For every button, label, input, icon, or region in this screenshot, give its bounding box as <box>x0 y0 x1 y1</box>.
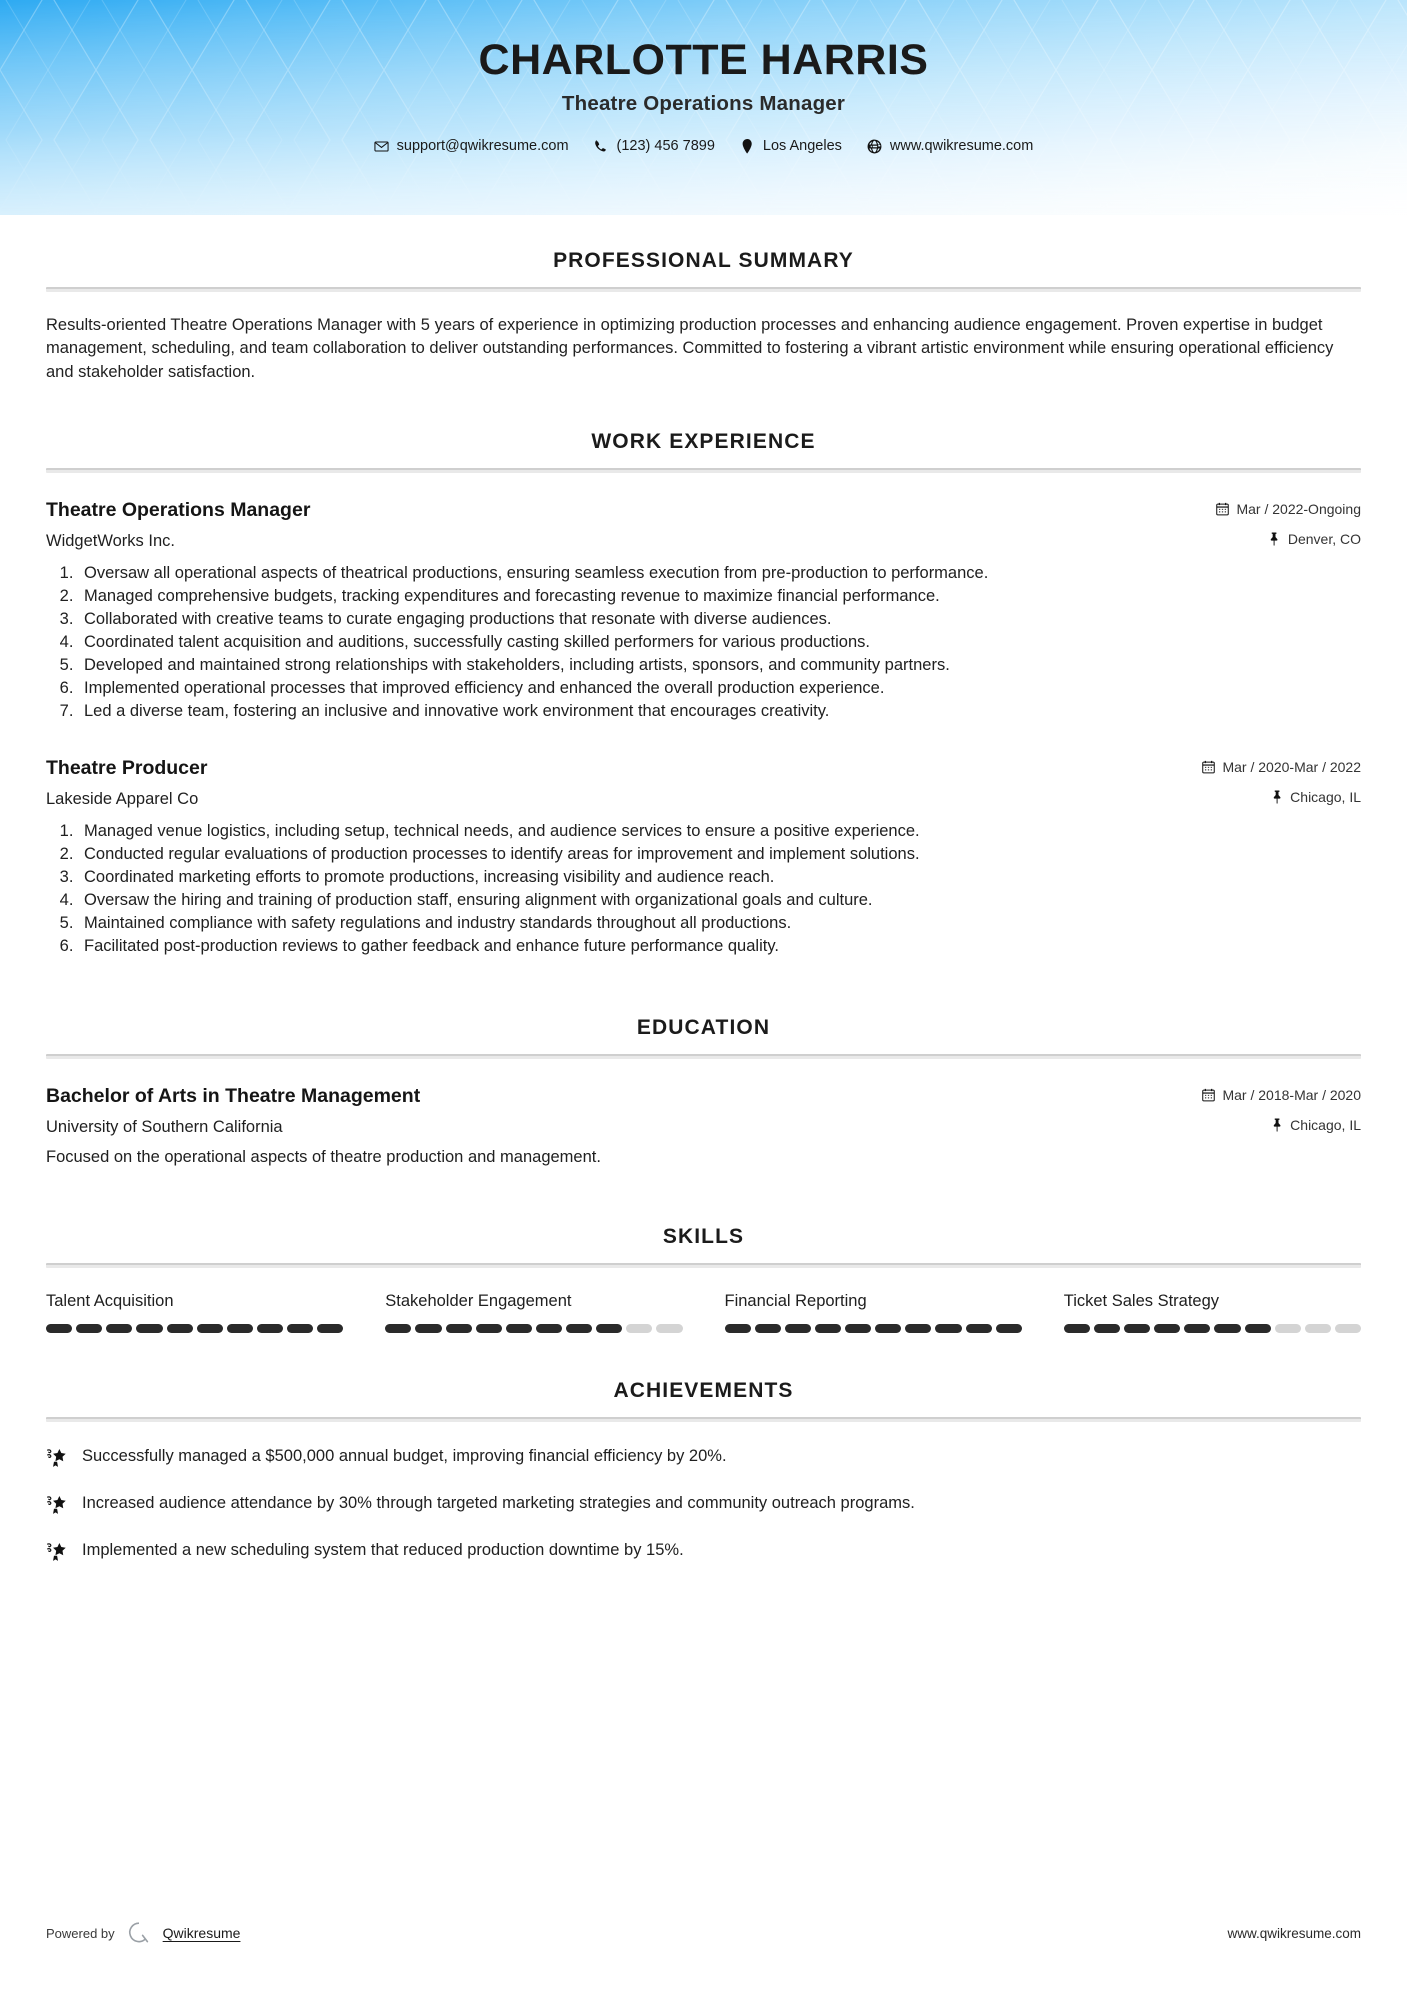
work-dates <box>1216 501 1361 517</box>
work-role: Theatre Operations Manager <box>46 499 311 522</box>
skill-label: Financial Reporting <box>724 1292 867 1311</box>
skill-segment <box>785 1324 811 1333</box>
list-item: 2. Conducted regular evaluations of production processes to identify areas for improvement and implement solutions. <box>78 844 1361 866</box>
star-badge-icon <box>46 1494 68 1516</box>
skill-segment <box>566 1324 592 1333</box>
achievement-item <box>46 1446 1361 1469</box>
skill-segment <box>476 1324 502 1333</box>
header-job-title: Theatre Operations Manager <box>561 92 846 116</box>
work-location-text: Denver, CO <box>1287 531 1361 548</box>
skill-segment <box>845 1324 871 1333</box>
work-location <box>1270 789 1361 805</box>
calendar-icon <box>1202 760 1215 774</box>
work-entry-subheader <box>46 789 1361 809</box>
list-item: 3. Collaborated with creative teams to curate engaging productions that resonate with diverse audiences. <box>78 609 1361 631</box>
education-entry-subheader <box>46 1117 1361 1137</box>
resume-header <box>0 0 1407 215</box>
list-item: 1. Managed venue logistics, including setup, technical needs, and audience services to ensure a positive experience. <box>78 821 1361 843</box>
contact-location <box>732 138 850 154</box>
calendar-icon <box>1216 502 1229 516</box>
qwikresume-link[interactable]: Qwikresume <box>162 1925 241 1941</box>
section-divider <box>46 468 1361 473</box>
list-item: 6. Implemented operational processes that improved efficiency and enhanced the overall production experience. <box>78 678 1361 700</box>
education-note: Focused on the operational aspects of theatre production and management. <box>46 1148 601 1167</box>
education-dates-text: Mar / 2018-Mar / 2020 <box>1222 1087 1361 1104</box>
spacer <box>46 1167 1361 1225</box>
skill-item <box>1064 1292 1361 1333</box>
work-role: Theatre Producer <box>46 756 208 779</box>
skill-item <box>46 1292 343 1333</box>
skill-segment <box>287 1324 313 1333</box>
work-entry-header <box>46 757 1361 780</box>
footer-url: www.qwikresume.com <box>1227 1925 1361 1941</box>
list-item: 4. Coordinated talent acquisition and auditions, successfully casting skilled performers for various productions. <box>78 632 1361 654</box>
section-divider <box>46 1417 1361 1422</box>
skill-segment <box>1094 1324 1120 1333</box>
skill-label: Ticket Sales Strategy <box>1063 1292 1220 1311</box>
skill-segment <box>1124 1324 1150 1333</box>
contact-email[interactable] <box>366 138 577 154</box>
skill-segment <box>935 1324 961 1333</box>
qwikresume-logo-icon <box>126 1920 152 1946</box>
education-entry <box>46 1085 1361 1167</box>
skill-item <box>725 1292 1022 1333</box>
section-work-experience <box>46 430 1361 957</box>
skill-segment <box>656 1324 682 1333</box>
skill-segment <box>596 1324 622 1333</box>
achievement-text: Implemented a new scheduling system that reduced production downtime by 15%. <box>82 1541 684 1560</box>
section-divider <box>46 287 1361 292</box>
skill-segment <box>875 1324 901 1333</box>
list-item: 5. Developed and maintained strong relationships with stakeholders, including artists, sponsors, and community partners. <box>78 655 1361 677</box>
page-footer <box>0 1920 1407 1946</box>
skill-segment <box>197 1324 223 1333</box>
list-item: 2. Managed comprehensive budgets, tracking expenditures and forecasting revenue to maximize financial performance. <box>78 586 1361 608</box>
skill-segment <box>415 1324 441 1333</box>
work-location-text: Chicago, IL <box>1290 788 1361 805</box>
envelope-icon <box>374 139 389 154</box>
skill-segment <box>257 1324 283 1333</box>
skills-grid <box>46 1292 1361 1333</box>
skill-segment <box>536 1324 562 1333</box>
pushpin-icon <box>1270 790 1283 804</box>
skill-segment <box>317 1324 343 1333</box>
skill-segment <box>446 1324 472 1333</box>
work-location <box>1268 531 1361 547</box>
skill-segment <box>815 1324 841 1333</box>
star-badge-icon <box>46 1447 68 1469</box>
section-education <box>46 1016 1361 1167</box>
skill-segment <box>725 1324 751 1333</box>
list-item: 5. Maintained compliance with safety regulations and industry standards throughout all productions. <box>78 913 1361 935</box>
summary-paragraph: Results-oriented Theatre Operations Manager with 5 years of experience in optimizing production processes and enhancing audience engagement. Proven expertise in budget management, scheduling, and team collaboration to deliver outstanding performances. Committed to fostering a vibrant artistic environment while ensuring operational efficiency and stakeholder satisfaction. <box>46 316 1334 381</box>
work-bullet-list <box>46 563 1361 723</box>
work-entry <box>46 499 1361 723</box>
skill-segment <box>1154 1324 1180 1333</box>
page-title: CHARLOTTE HARRIS <box>478 36 929 84</box>
skill-segment <box>1184 1324 1210 1333</box>
star-badge-icon <box>46 1541 68 1563</box>
contact-website[interactable] <box>859 138 1041 154</box>
contact-email-text: support@qwikresume.com <box>396 138 569 155</box>
skill-segment <box>966 1324 992 1333</box>
list-item: 3. Coordinated marketing efforts to promote productions, increasing visibility and audience reach. <box>78 867 1361 889</box>
section-divider <box>46 1263 1361 1268</box>
pushpin-icon <box>1270 1118 1283 1132</box>
education-school: University of Southern California <box>46 1118 283 1137</box>
achievement-item <box>46 1540 1361 1563</box>
skill-level-bar <box>46 1324 343 1333</box>
achievement-text: Increased audience attendance by 30% through targeted marketing strategies and community outreach programs. <box>82 1494 915 1513</box>
education-dates <box>1202 1087 1361 1103</box>
work-company: WidgetWorks Inc. <box>46 532 175 551</box>
skill-segment <box>1305 1324 1331 1333</box>
section-heading-achievements: ACHIEVEMENTS <box>613 1379 794 1403</box>
section-professional-summary <box>46 249 1361 384</box>
spacer <box>46 958 1361 1016</box>
contact-phone-text: (123) 456 7899 <box>616 138 715 155</box>
skill-segment <box>1335 1324 1361 1333</box>
education-degree: Bachelor of Arts in Theatre Management <box>46 1085 421 1108</box>
skill-segment <box>385 1324 411 1333</box>
work-dates-text: Mar / 2020-Mar / 2022 <box>1222 758 1361 775</box>
skill-segment <box>227 1324 253 1333</box>
calendar-icon <box>1202 1088 1215 1102</box>
work-bullet-list <box>46 821 1361 958</box>
skill-segment <box>1245 1324 1271 1333</box>
work-entry-subheader <box>46 531 1361 551</box>
phone-icon <box>594 139 609 154</box>
skill-level-bar <box>725 1324 1022 1333</box>
skill-segment <box>136 1324 162 1333</box>
section-skills <box>46 1225 1361 1333</box>
resume-body <box>0 215 1407 1563</box>
pushpin-icon <box>1268 532 1281 546</box>
list-item: 6. Facilitated post-production reviews to gather feedback and enhance future performance quality. <box>78 936 1361 958</box>
work-company: Lakeside Apparel Co <box>46 789 199 808</box>
skill-segment <box>1214 1324 1240 1333</box>
spacer <box>46 384 1361 430</box>
skill-level-bar <box>385 1324 682 1333</box>
skill-segment <box>996 1324 1022 1333</box>
list-item: 7. Led a diverse team, fostering an inclusive and innovative work environment that encourages creativity. <box>78 701 1361 723</box>
education-location <box>1270 1117 1361 1133</box>
skill-segment <box>76 1324 102 1333</box>
skill-segment <box>1064 1324 1090 1333</box>
contact-website-text: www.qwikresume.com <box>889 138 1034 155</box>
globe-icon <box>867 139 882 154</box>
section-divider <box>46 1054 1361 1059</box>
work-entry-header <box>46 499 1361 522</box>
contact-phone[interactable] <box>586 138 723 154</box>
spacer <box>46 1333 1361 1379</box>
contact-location-text: Los Angeles <box>762 138 842 155</box>
work-dates <box>1202 759 1361 775</box>
list-item: 1. Oversaw all operational aspects of theatrical productions, ensuring seamless execution from pre-production to performance. <box>78 563 1361 585</box>
skill-segment <box>506 1324 532 1333</box>
achievement-text: Successfully managed a $500,000 annual budget, improving financial efficiency by 20%. <box>82 1447 727 1466</box>
skill-segment <box>626 1324 652 1333</box>
work-entry <box>46 757 1361 958</box>
skill-segment <box>755 1324 781 1333</box>
section-heading-work: WORK EXPERIENCE <box>591 430 816 454</box>
skill-segment <box>46 1324 72 1333</box>
section-heading-skills: SKILLS <box>662 1225 745 1249</box>
skill-item <box>385 1292 682 1333</box>
section-heading-summary: PROFESSIONAL SUMMARY <box>553 249 854 272</box>
contact-row <box>0 138 1407 154</box>
powered-by-block <box>46 1920 240 1946</box>
skill-segment <box>905 1324 931 1333</box>
spacer <box>46 215 1361 249</box>
skill-segment <box>106 1324 132 1333</box>
work-dates-text: Mar / 2022-Ongoing <box>1236 501 1361 518</box>
section-heading-education: EDUCATION <box>636 1016 771 1040</box>
map-pin-icon <box>740 139 755 154</box>
education-location-text: Chicago, IL <box>1290 1117 1361 1134</box>
skill-label: Talent Acquisition <box>46 1292 174 1311</box>
skill-label: Stakeholder Engagement <box>385 1292 572 1311</box>
skill-segment <box>1275 1324 1301 1333</box>
skill-level-bar <box>1064 1324 1361 1333</box>
achievement-item <box>46 1493 1361 1516</box>
achievements-list <box>46 1446 1361 1563</box>
section-achievements <box>46 1379 1361 1563</box>
powered-by-label: Powered by <box>46 1925 115 1941</box>
list-item: 4. Oversaw the hiring and training of production staff, ensuring alignment with organizational goals and culture. <box>78 890 1361 912</box>
skill-segment <box>167 1324 193 1333</box>
education-entry-header <box>46 1085 1361 1108</box>
